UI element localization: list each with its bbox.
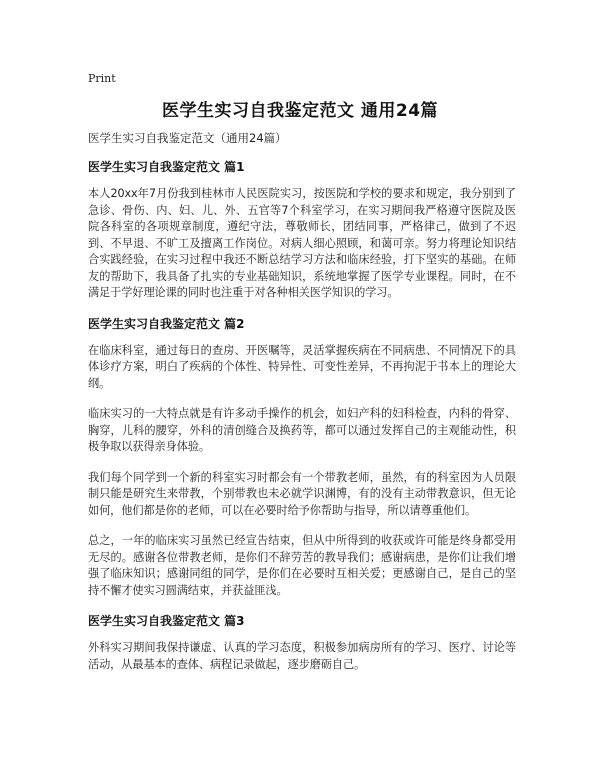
section-3-paragraph-1: 外科实习期间我保持谦虚、认真的学习态度，积极参加病房所有的学习、医疗、讨论等活动，从最基本的查体、病程记录做起，逐步磨砺自己。 (88, 641, 516, 671)
section-heading-3: 医学生实习自我鉴定范文 篇3 (88, 614, 245, 628)
section-heading-1: 医学生实习自我鉴定范文 篇1 (88, 160, 245, 174)
section-1-paragraph-1: 本人20xx年7月份我到桂林市人民医院实习，按医院和学校的要求和规定，我分别到了急诊、骨伤、内、妇、儿、外、五官等7个科室学习，在实习期间我严格遵守医院及医院各科室的各项规章制度，遵纪守法，尊敬师长，团结同事，严格律己，做到了不迟到、不早退、不旷工及擅离工作岗位。对病人细心照顾，和蔼可亲。努力将理论知识结合实践经验，在实习过程中我还不断总结学习方法和临床经验，打下坚实的基础。在师友的帮助下，我具备了扎实的专业基础知识，系统地掌握了医学专业课程。同时，在不满足于学好理论课的同时也注重于对各种相关医学知识的学习。 (88, 187, 516, 299)
section-2-paragraph-1: 在临床科室，通过每日的查房、开医嘱等，灵活掌握疾病在不同病患、不同情况下的具体诊疗方案，明白了疾病的个体性、特异性、可变性差异，不再拘泥于书本上的理论大纲。 (88, 343, 516, 390)
section-2-paragraph-3: 我们每个同学到一个新的科室实习时都会有一个带教老师，虽然，有的科室因为人员限制只能是研究生来带教，个别带教也未必就学识渊博，有的没有主动带教意识，但无论如何，他们都是你的老师，可以在必要时给予你帮助与指导，所以请尊重他们。 (88, 470, 516, 517)
print-link[interactable]: Print (88, 72, 116, 85)
document-subtitle: 医学生实习自我鉴定范文（通用24篇） (88, 131, 287, 145)
document-body (88, 130, 516, 687)
section-2-paragraph-4: 总之，一年的临床实习虽然已经宣告结束，但从中所得到的收获或许可能是终身都受用无尽的。感谢各位带教老师，是你们不辞劳苦的教导我们；感谢病患，是你们让我们增强了临床知识；感谢同组的同学，是你们在必要时互相关爱；更感谢自己，是自己的坚持不懈才使实习圆满结束，并获益匪浅。 (88, 534, 516, 597)
section-heading-2: 医学生实习自我鉴定范文 篇2 (88, 316, 245, 331)
document-title: 医学生实习自我鉴定范文 通用24篇 (161, 101, 439, 121)
section-2-paragraph-2: 临床实习的一大特点就是有许多动手操作的机会，如妇产科的妇科检查，内科的骨穿、胸穿，儿科的腰穿，外科的清创缝合及换药等，都可以通过发挥自己的主观能动性，积极争取以获得亲身体验。 (88, 407, 516, 453)
